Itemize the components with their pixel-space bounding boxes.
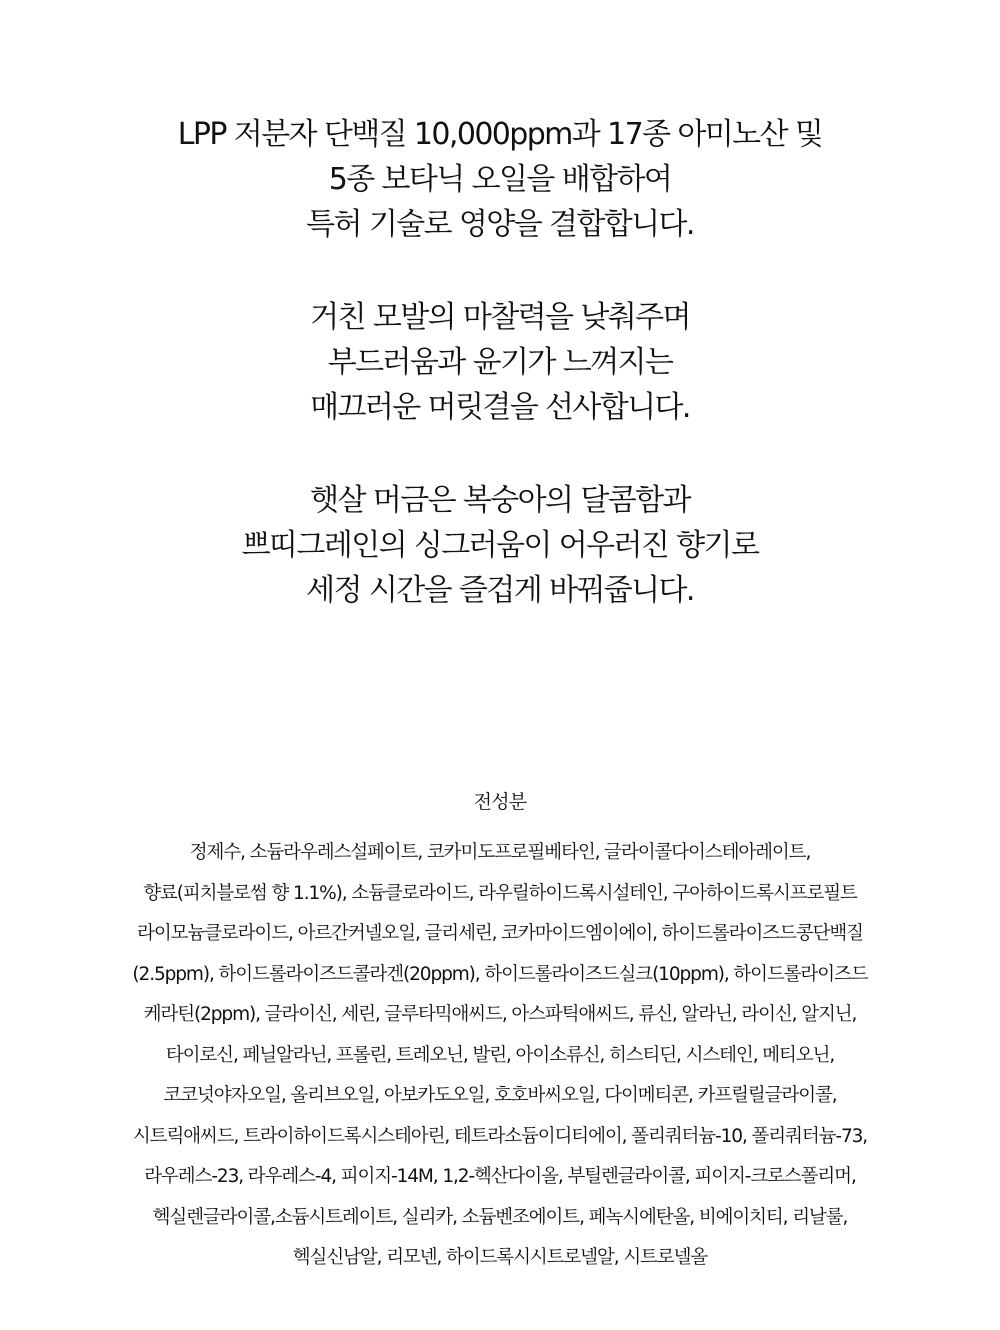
description-line: 햇살 머금은 복숭아의 달콤함과 bbox=[310, 483, 690, 518]
ingredients-line: 라이모늄클로라이드, 아르간커넬오일, 글리세린, 코카마이드엠이에이, 하이드롤라이즈드콩단백질 bbox=[137, 923, 863, 944]
product-description bbox=[0, 112, 1000, 661]
ingredients-line: (2.5ppm), 하이드롤라이즈드콜라겐(20ppm), 하이드롤라이즈드실크(10ppm), 하이드롤라이즈드 bbox=[132, 963, 868, 985]
description-paragraph-protein bbox=[0, 112, 1000, 247]
description-paragraph-texture bbox=[0, 295, 1000, 430]
ingredients-title: 전성분 bbox=[473, 791, 527, 813]
description-line: 거친 모발의 마찰력을 낮춰주며 bbox=[310, 300, 690, 335]
ingredients-line: 헥실렌글라이콜,소듐시트레이트, 실리카, 소듐벤조에이트, 페녹시에탄올, 비에이치티, 리날룰, bbox=[152, 1206, 848, 1228]
ingredients-line: 헥실신남알, 리모넨, 하이드록시시트로넬알, 시트로넬올 bbox=[292, 1247, 708, 1268]
ingredients-section bbox=[0, 788, 1000, 1279]
ingredients-line: 정제수, 소듐라우레스설페이트, 코카미도프로필베타인, 글라이콜다이스테아레이트, bbox=[189, 842, 811, 863]
description-line: 쁘띠그레인의 싱그러움이 어우러진 향기로 bbox=[241, 528, 759, 563]
description-paragraph-fragrance bbox=[0, 478, 1000, 613]
ingredients-line: 향료(피치블로썸 향 1.1%), 소듐클로라이드, 라우릴하이드록시설테인, 구아하이드록시프로필트 bbox=[143, 882, 857, 904]
ingredients-line: 코코넛야자오일, 올리브오일, 아보카도오일, 호호바씨오일, 다이메티콘, 카프릴릴글라이콜, bbox=[163, 1085, 837, 1106]
description-line: LPP 저분자 단백질 10,000ppm과 17종 아미노산 및 bbox=[177, 117, 823, 152]
ingredients-line: 케라틴(2ppm), 글라이신, 세린, 글루타믹애씨드, 아스파틱애씨드, 류신, 알라닌, 라이신, 알지닌, bbox=[143, 1004, 857, 1025]
ingredients-line: 시트릭애씨드, 트라이하이드록시스테아린, 테트라소듐이디티에이, 폴리쿼터늄-10, 폴리쿼터늄-73, bbox=[132, 1125, 868, 1147]
ingredients-line: 타이로신, 페닐알라닌, 프롤린, 트레오닌, 발린, 아이소류신, 히스티딘, 시스테인, 메티오닌, bbox=[165, 1044, 835, 1066]
description-line: 특허 기술로 영양을 결합합니다. bbox=[306, 207, 694, 242]
description-line: 부드러움과 윤기가 느껴지는 bbox=[327, 345, 673, 380]
description-line: 세정 시간을 즐겁게 바꿔줍니다. bbox=[306, 573, 694, 608]
description-line: 5종 보타닉 오일을 배합하여 bbox=[328, 162, 672, 197]
description-line: 매끄러운 머릿결을 선사합니다. bbox=[310, 390, 690, 425]
ingredients-line: 라우레스-23, 라우레스-4, 피이지-14M, 1,2-헥산다이올, 부틸렌글라이콜, 피이지-크로스폴리머, bbox=[144, 1166, 856, 1187]
